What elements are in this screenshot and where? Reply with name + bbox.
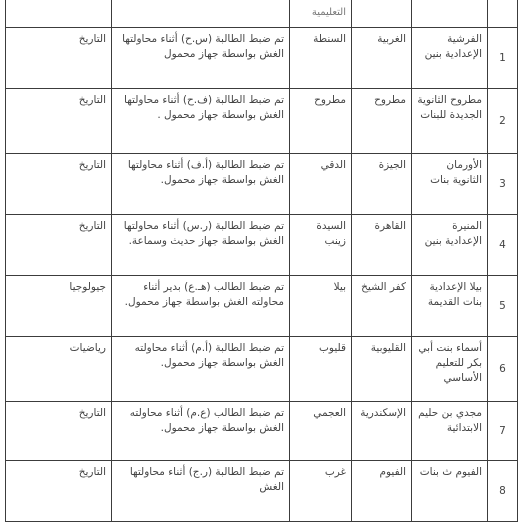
school-name: المنيرة الإعدادية بنين bbox=[412, 215, 488, 276]
header-cell bbox=[488, 0, 518, 28]
governorate: الإسكندرية bbox=[352, 402, 412, 461]
table-row bbox=[6, 154, 518, 215]
row-number: 6 bbox=[488, 337, 518, 402]
admin-area: غرب bbox=[290, 461, 352, 522]
subject: التاريخ bbox=[6, 28, 112, 89]
incident-description: تم ضبط الطالبة (س.ح) أثناء محاولتها الغش بواسطة جهاز محمول bbox=[112, 28, 290, 89]
school-name: بيلا الإعدادية بنات القديمة bbox=[412, 276, 488, 337]
subject: التاريخ bbox=[6, 154, 112, 215]
table-row bbox=[6, 28, 518, 89]
row-number: 8 bbox=[488, 461, 518, 522]
admin-area: الدقي bbox=[290, 154, 352, 215]
subject: التاريخ bbox=[6, 461, 112, 522]
header-text: التعليمية bbox=[311, 7, 346, 18]
incident-description: تم ضبط الطالبة (أ.م) أثناء محاولته الغش بواسطة جهاز محمول. bbox=[112, 337, 290, 402]
admin-area: قليوب bbox=[290, 337, 352, 402]
admin-area: بيلا bbox=[290, 276, 352, 337]
governorate: مطروح bbox=[352, 89, 412, 154]
table-row bbox=[6, 402, 518, 461]
header-cell bbox=[412, 0, 488, 28]
row-number: 4 bbox=[488, 215, 518, 276]
governorate: الغربية bbox=[352, 28, 412, 89]
school-name: أسماء بنت أبي بكر للتعليم الأساسي bbox=[412, 337, 488, 402]
header-cell bbox=[352, 0, 412, 28]
incident-description: تم ضبط الطالبة (أ.ف) أثناء محاولتها الغش بواسطة جهاز محمول. bbox=[112, 154, 290, 215]
school-name: الفيوم ث بنات bbox=[412, 461, 488, 522]
governorate: القاهرة bbox=[352, 215, 412, 276]
row-number: 7 bbox=[488, 402, 518, 461]
table-row bbox=[6, 276, 518, 337]
governorate: الفيوم bbox=[352, 461, 412, 522]
header-cell bbox=[6, 0, 112, 28]
school-name: مجدي بن حليم الابتدائية bbox=[412, 402, 488, 461]
incident-description: تم ضبط الطالبة (ر.ج) أثناء محاولتها الغش bbox=[112, 461, 290, 522]
header-cell-admin bbox=[290, 0, 352, 28]
school-name: مطروح الثانوية الجديدة للبنات bbox=[412, 89, 488, 154]
header-cell bbox=[112, 0, 290, 28]
row-number: 1 bbox=[488, 28, 518, 89]
school-name: الأورمان الثانوية بنات bbox=[412, 154, 488, 215]
incident-description: تم ضبط الطالب (ع.م) أثناء محاولته الغش بواسطة جهاز محمول. bbox=[112, 402, 290, 461]
admin-area: السنطة bbox=[290, 28, 352, 89]
incident-description: تم ضبط الطالبة (ر.س) أثناء محاولتها الغش بواسطة جهاز حديث وسماعة. bbox=[112, 215, 290, 276]
row-number: 5 bbox=[488, 276, 518, 337]
table-row bbox=[6, 215, 518, 276]
row-number: 3 bbox=[488, 154, 518, 215]
table-row bbox=[6, 337, 518, 402]
subject: رياضيات bbox=[6, 337, 112, 402]
table-row bbox=[6, 89, 518, 154]
incident-description: تم ضبط الطالبة (ف.ح) أثناء محاولتها الغش بواسطة جهاز محمول . bbox=[112, 89, 290, 154]
admin-area: العجمي bbox=[290, 402, 352, 461]
table-header-row bbox=[6, 0, 518, 28]
subject: جيولوجيا bbox=[6, 276, 112, 337]
incidents-table bbox=[5, 0, 518, 522]
governorate: القليوبية bbox=[352, 337, 412, 402]
governorate: كفر الشيخ bbox=[352, 276, 412, 337]
subject: التاريخ bbox=[6, 89, 112, 154]
admin-area: مطروح bbox=[290, 89, 352, 154]
subject: التاريخ bbox=[6, 402, 112, 461]
school-name: الفرشية الإعدادية بنين bbox=[412, 28, 488, 89]
subject: التاريخ bbox=[6, 215, 112, 276]
admin-area: السيدة زينب bbox=[290, 215, 352, 276]
governorate: الجيزة bbox=[352, 154, 412, 215]
row-number: 2 bbox=[488, 89, 518, 154]
table-row bbox=[6, 461, 518, 522]
incident-description: تم ضبط الطالب (هـ.ع) بدير أثناء محاولته الغش بواسطة جهاز محمول. bbox=[112, 276, 290, 337]
